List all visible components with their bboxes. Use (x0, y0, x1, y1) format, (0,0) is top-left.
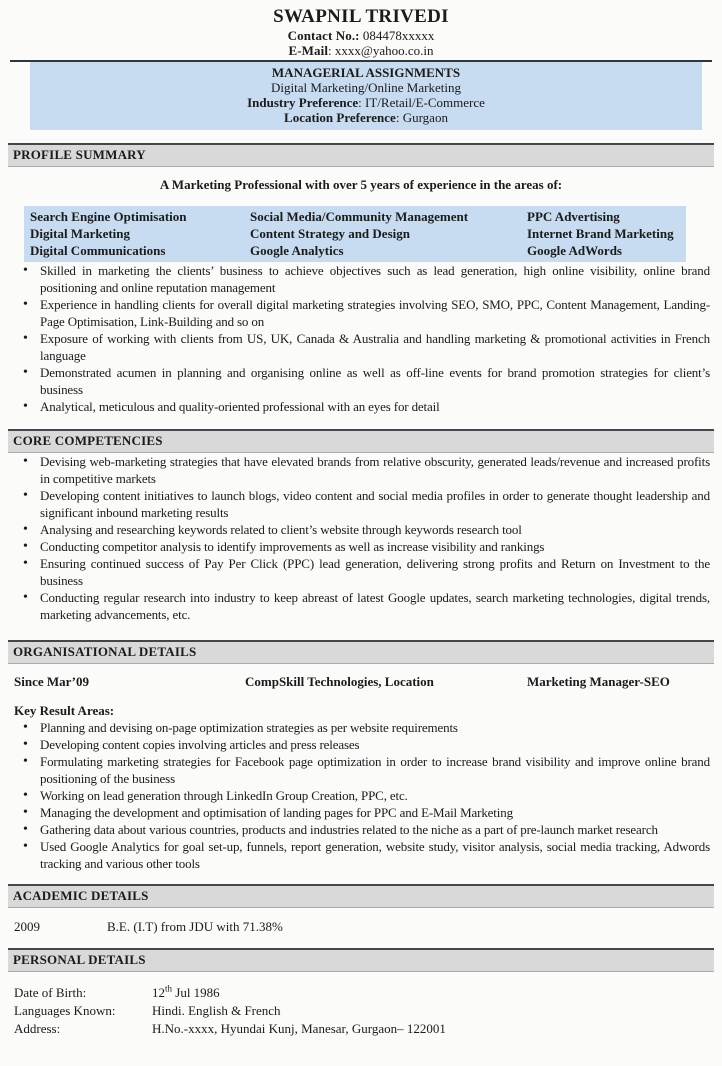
section-heading-core-competencies: CORE COMPETENCIES (8, 429, 714, 453)
bullet-item: • Developing content copies involving articles and press releases (12, 736, 710, 753)
bullet-item: • Experience in handling clients for overall digital marketing strategies involving SEO, SMO, PPC, Content Management, Landing-Page Optimisation, Link-Building and so on (12, 296, 710, 330)
employment-row (12, 673, 710, 690)
skill-item: PPC Advertising (527, 209, 620, 224)
managerial-assignments-box (30, 62, 702, 130)
dob-month-year: Jul 1986 (172, 985, 220, 1000)
bullet-item: • Exposure of working with clients from US, UK, Canada & Australia and handling marketing & promotional activities in French language (12, 330, 710, 364)
skill-item: Google AdWords (527, 243, 622, 258)
industry-preference-value: : IT/Retail/E-Commerce (358, 95, 485, 110)
personal-value: Hindi. English & French (152, 1003, 281, 1018)
contact-line (12, 28, 710, 43)
skill-item: Search Engine Optimisation (30, 209, 187, 224)
personal-details-rows (12, 984, 710, 1038)
bullet-item: • Conducting competitor analysis to identify improvements as well as increase visibility and rankings (12, 538, 710, 555)
academic-year: 2009 (14, 919, 40, 934)
section-heading-academic-details: ACADEMIC DETAILS (8, 884, 714, 908)
personal-value (152, 984, 710, 1002)
bullet-item: • Formulating marketing strategies for Facebook page optimization in order to increase brand visibility and improve online brand positioning of the business (12, 753, 710, 787)
bullet-item: • Devising web-marketing strategies that have elevated brands from relative obscurity, generated leads/revenue and increased profits in competitive markets (12, 453, 710, 487)
dob-day: 12 (152, 985, 165, 1000)
academic-row (12, 918, 710, 935)
section-heading-personal-details: PERSONAL DETAILS (8, 948, 714, 972)
core-bullet-list (12, 453, 710, 623)
bullet-item: • Demonstrated acumen in planning and organising online as well as off-line events for brand promotion strategies for client’s business (12, 364, 710, 398)
bullet-item: • Developing content initiatives to launch blogs, video content and social media profiles in order to generate thought leadership and significant inbound marketing results (12, 487, 710, 521)
industry-preference-line (30, 95, 702, 110)
resume-header (12, 6, 710, 58)
location-preference-label: Location Preference (284, 110, 396, 125)
section-heading-profile-summary: PROFILE SUMMARY (8, 143, 714, 167)
email-label: E-Mail (288, 43, 329, 58)
employment-tenure: Since Mar’09 (14, 674, 89, 689)
employment-role: Marketing Manager-SEO (527, 674, 670, 689)
email-line (12, 43, 710, 58)
skill-item: Google Analytics (250, 243, 344, 258)
bullet-item: • Used Google Analytics for goal set-up, funnels, report generation, website study, visitor analysis, social media tracking, Adwords tracking and various other tools (12, 838, 710, 872)
bullet-item: • Analytical, meticulous and quality-oriented professional with an eyes for detail (12, 398, 710, 415)
bullet-item: • Analysing and researching keywords related to client’s website through keywords research tool (12, 521, 710, 538)
personal-row-languages (12, 1002, 710, 1020)
skill-item: Digital Communications (30, 243, 166, 258)
assignments-field: Digital Marketing/Online Marketing (271, 80, 461, 95)
bullet-item: • Planning and devising on-page optimization strategies as per website requirements (12, 719, 710, 736)
email-value: : xxxx@yahoo.co.in (328, 43, 434, 58)
organisation-bullet-list (12, 719, 710, 872)
contact-value: 084478xxxxx (359, 28, 435, 43)
bullet-item: • Skilled in marketing the clients’ business to achieve objectives such as lead generation, high online visibility, online brand positioning and online reputation management (12, 262, 710, 296)
contact-label: Contact No.: (287, 28, 360, 43)
skills-column-2 (244, 208, 521, 259)
location-preference-line (30, 110, 702, 125)
bullet-item: • Gathering data about various countries, products and industries related to the niche as a part of pre-launch market research (12, 821, 710, 838)
skill-item: Internet Brand Marketing (527, 226, 674, 241)
bullet-item: • Ensuring continued success of Pay Per Click (PPC) lead generation, delivering strong profits and Return on Investment to the business (12, 555, 710, 589)
profile-intro: A Marketing Professional with over 5 years of experience in the areas of: (159, 177, 563, 192)
section-heading-organisational-details: ORGANISATIONAL DETAILS (8, 640, 714, 664)
bullet-item: • Working on lead generation through LinkedIn Group Creation, PPC, etc. (12, 787, 710, 804)
personal-label: Languages Known: (14, 1003, 116, 1018)
personal-row-address (12, 1020, 710, 1038)
location-preference-value: : Gurgaon (395, 110, 448, 125)
candidate-name: SWAPNIL TRIVEDI (273, 6, 449, 27)
skills-column-1 (24, 208, 244, 259)
assignments-title: MANAGERIAL ASSIGNMENTS (271, 65, 461, 80)
personal-label: Address: (14, 1021, 61, 1036)
industry-preference-label: Industry Preference (247, 95, 359, 110)
personal-value: H.No.-xxxx, Hyundai Kunj, Manesar, Gurgaon– 122001 (152, 1021, 446, 1036)
dob-ordinal: th (165, 983, 173, 994)
skills-table (24, 206, 686, 262)
personal-label: Date of Birth: (14, 985, 87, 1000)
bullet-item: • Conducting regular research into industry to keep abreast of latest Google updates, search marketing technologies, digital trends, marketing advancements, etc. (12, 589, 710, 623)
skill-item: Social Media/Community Management (250, 209, 469, 224)
skill-item: Digital Marketing (30, 226, 131, 241)
skill-item: Content Strategy and Design (250, 226, 410, 241)
employment-company: CompSkill Technologies, Location (245, 674, 434, 689)
skills-column-3 (521, 208, 686, 259)
key-result-areas-heading: Key Result Areas: (14, 703, 115, 718)
profile-bullet-list (12, 262, 710, 415)
bullet-item: • Managing the development and optimisation of landing pages for PPC and E-Mail Marketing (12, 804, 710, 821)
academic-qualification: B.E. (I.T) from JDU with 71.38% (107, 919, 283, 934)
personal-row-date-of-birth (12, 984, 710, 1002)
